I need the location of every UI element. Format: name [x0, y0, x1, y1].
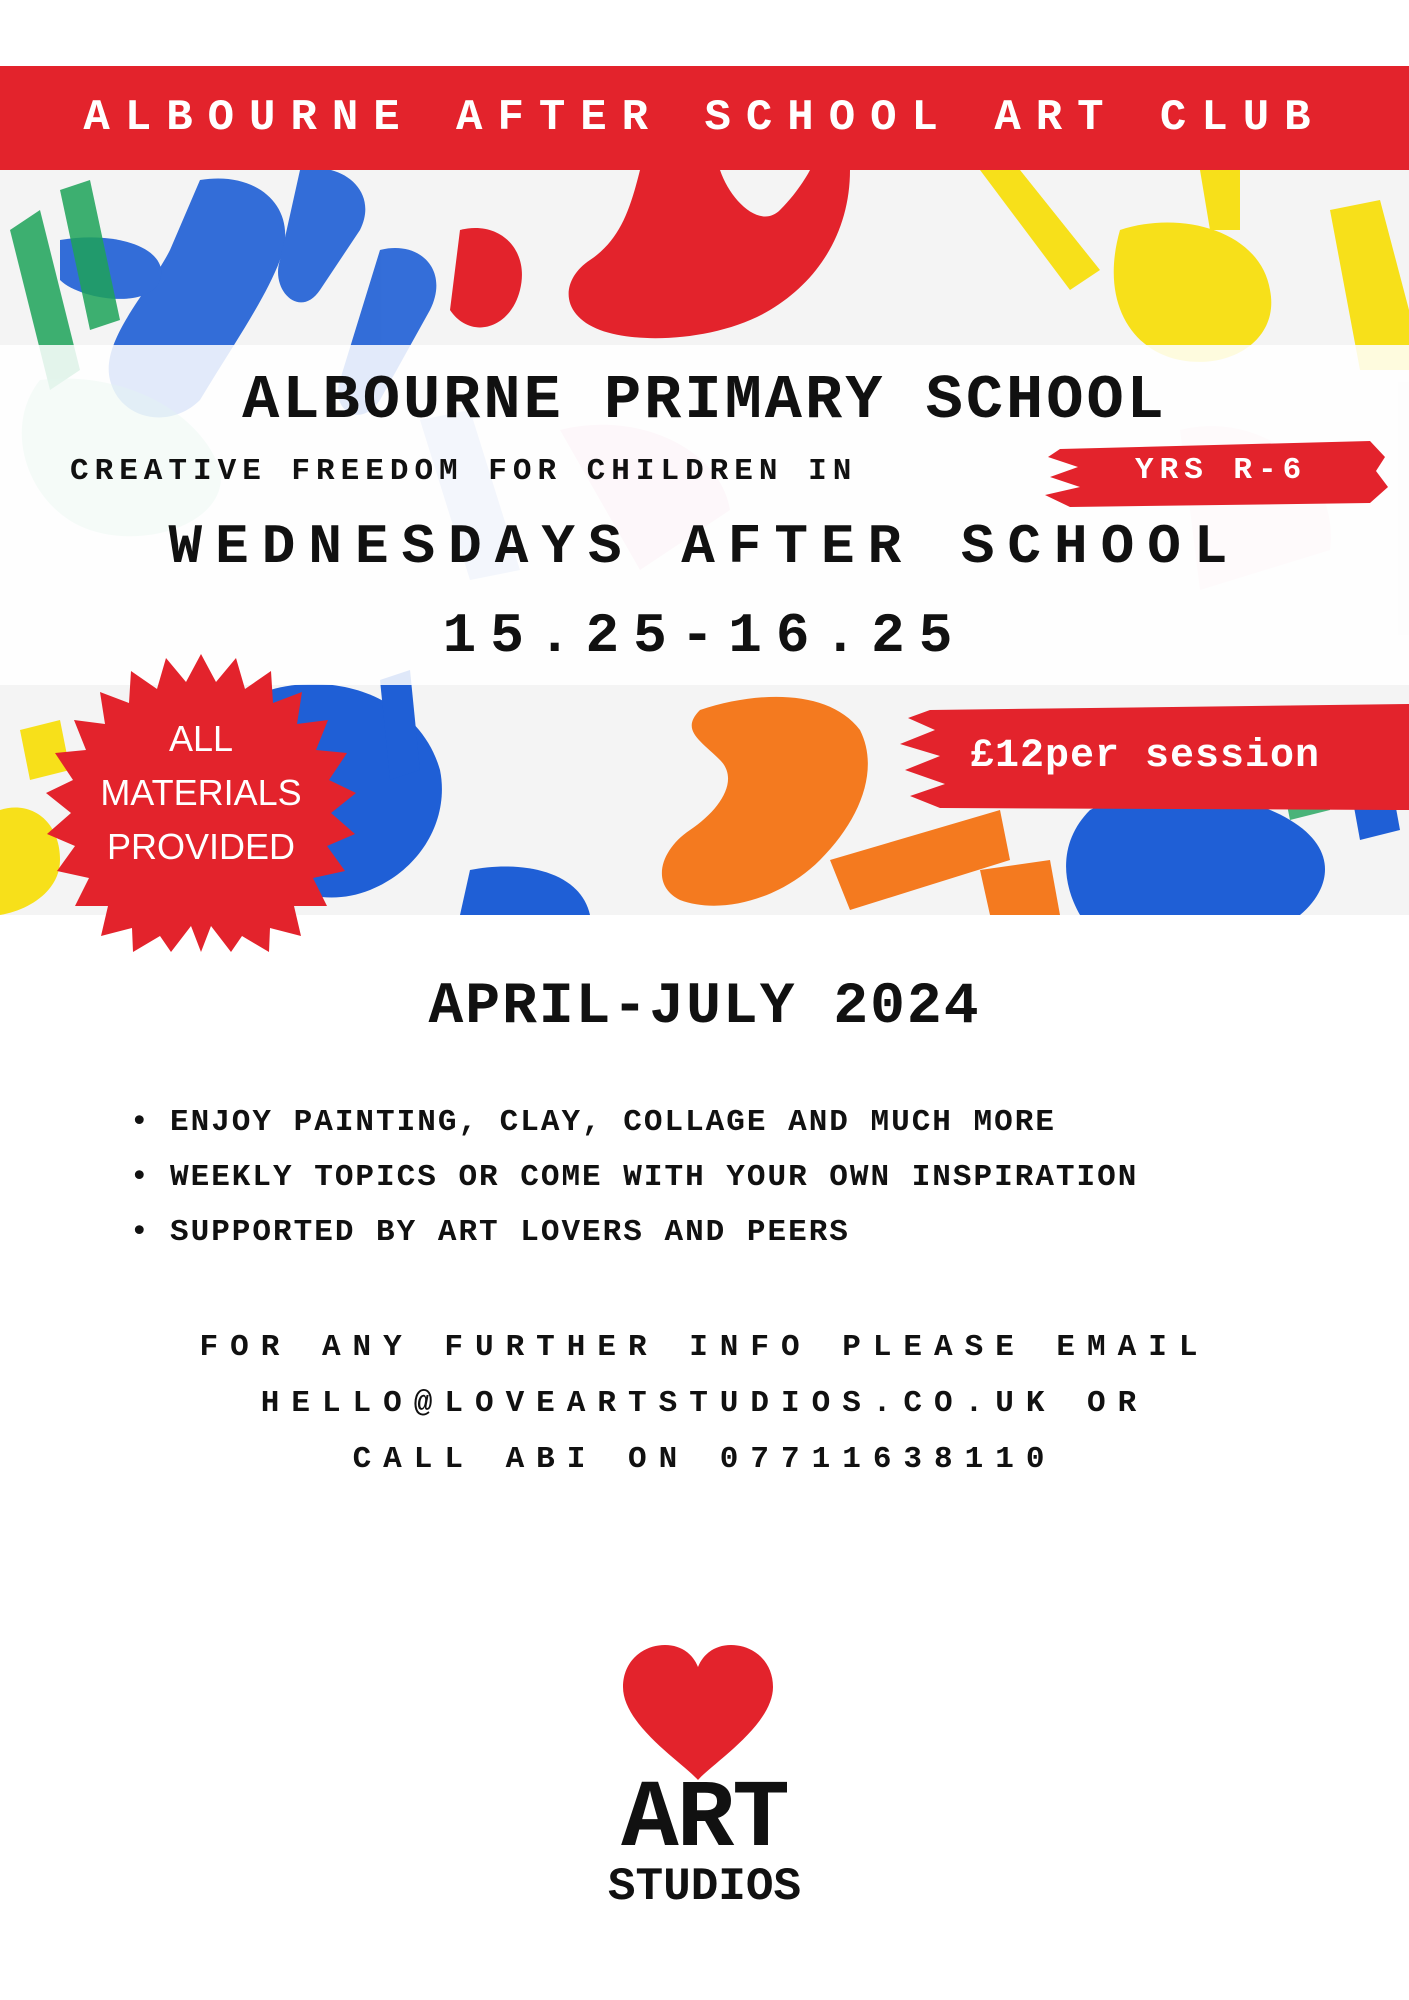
session-time: 15.25-16.25	[442, 604, 967, 668]
contact-info	[0, 1320, 1409, 1488]
list-item: • SUPPORTED BY ART LOVERS AND PEERS	[130, 1215, 850, 1250]
features-list	[130, 1095, 1138, 1260]
year-groups-label: YRS R-6	[1135, 453, 1308, 488]
contact-email: HELLO@LOVEARTSTUDIOS.CO.UK OR	[260, 1386, 1149, 1421]
starburst-line: ALL	[168, 718, 234, 759]
logo-studios-word: STUDIOS	[607, 1861, 802, 1913]
list-item: • ENJOY PAINTING, CLAY, COLLAGE AND MUCH MORE	[130, 1105, 1056, 1140]
heart-icon	[623, 1645, 773, 1785]
contact-line: FOR ANY FURTHER INFO PLEASE EMAIL	[199, 1330, 1210, 1365]
session-day: WEDNESDAYS AFTER SCHOOL	[168, 515, 1241, 579]
logo-art-word: ART	[621, 1765, 788, 1874]
club-title: ALBOURNE AFTER SCHOOL ART CLUB	[83, 93, 1326, 143]
contact-phone: CALL ABI ON 07711638110	[352, 1442, 1057, 1477]
term-dates: APRIL-JULY 2024	[428, 975, 981, 1040]
starburst-line: PROVIDED	[106, 826, 296, 867]
list-item-text: WEEKLY TOPICS OR COME WITH YOUR OWN INSPIRATION	[170, 1160, 1139, 1195]
list-item-text: SUPPORTED BY ART LOVERS AND PEERS	[170, 1215, 850, 1250]
list-item: • WEEKLY TOPICS OR COME WITH YOUR OWN INSPIRATION	[130, 1160, 1139, 1195]
creative-freedom-line: CREATIVE FREEDOM FOR CHILDREN IN	[70, 454, 858, 489]
price-badge	[900, 700, 1409, 815]
starburst-line: MATERIALS	[100, 772, 302, 813]
school-name: ALBOURNE PRIMARY SCHOOL	[242, 365, 1167, 436]
year-groups-badge	[1040, 437, 1390, 509]
list-item-text: ENJOY PAINTING, CLAY, COLLAGE AND MUCH MORE	[170, 1105, 1056, 1140]
header-banner	[0, 66, 1409, 170]
materials-provided-text	[46, 712, 356, 874]
price-label: £12per session	[970, 734, 1321, 779]
